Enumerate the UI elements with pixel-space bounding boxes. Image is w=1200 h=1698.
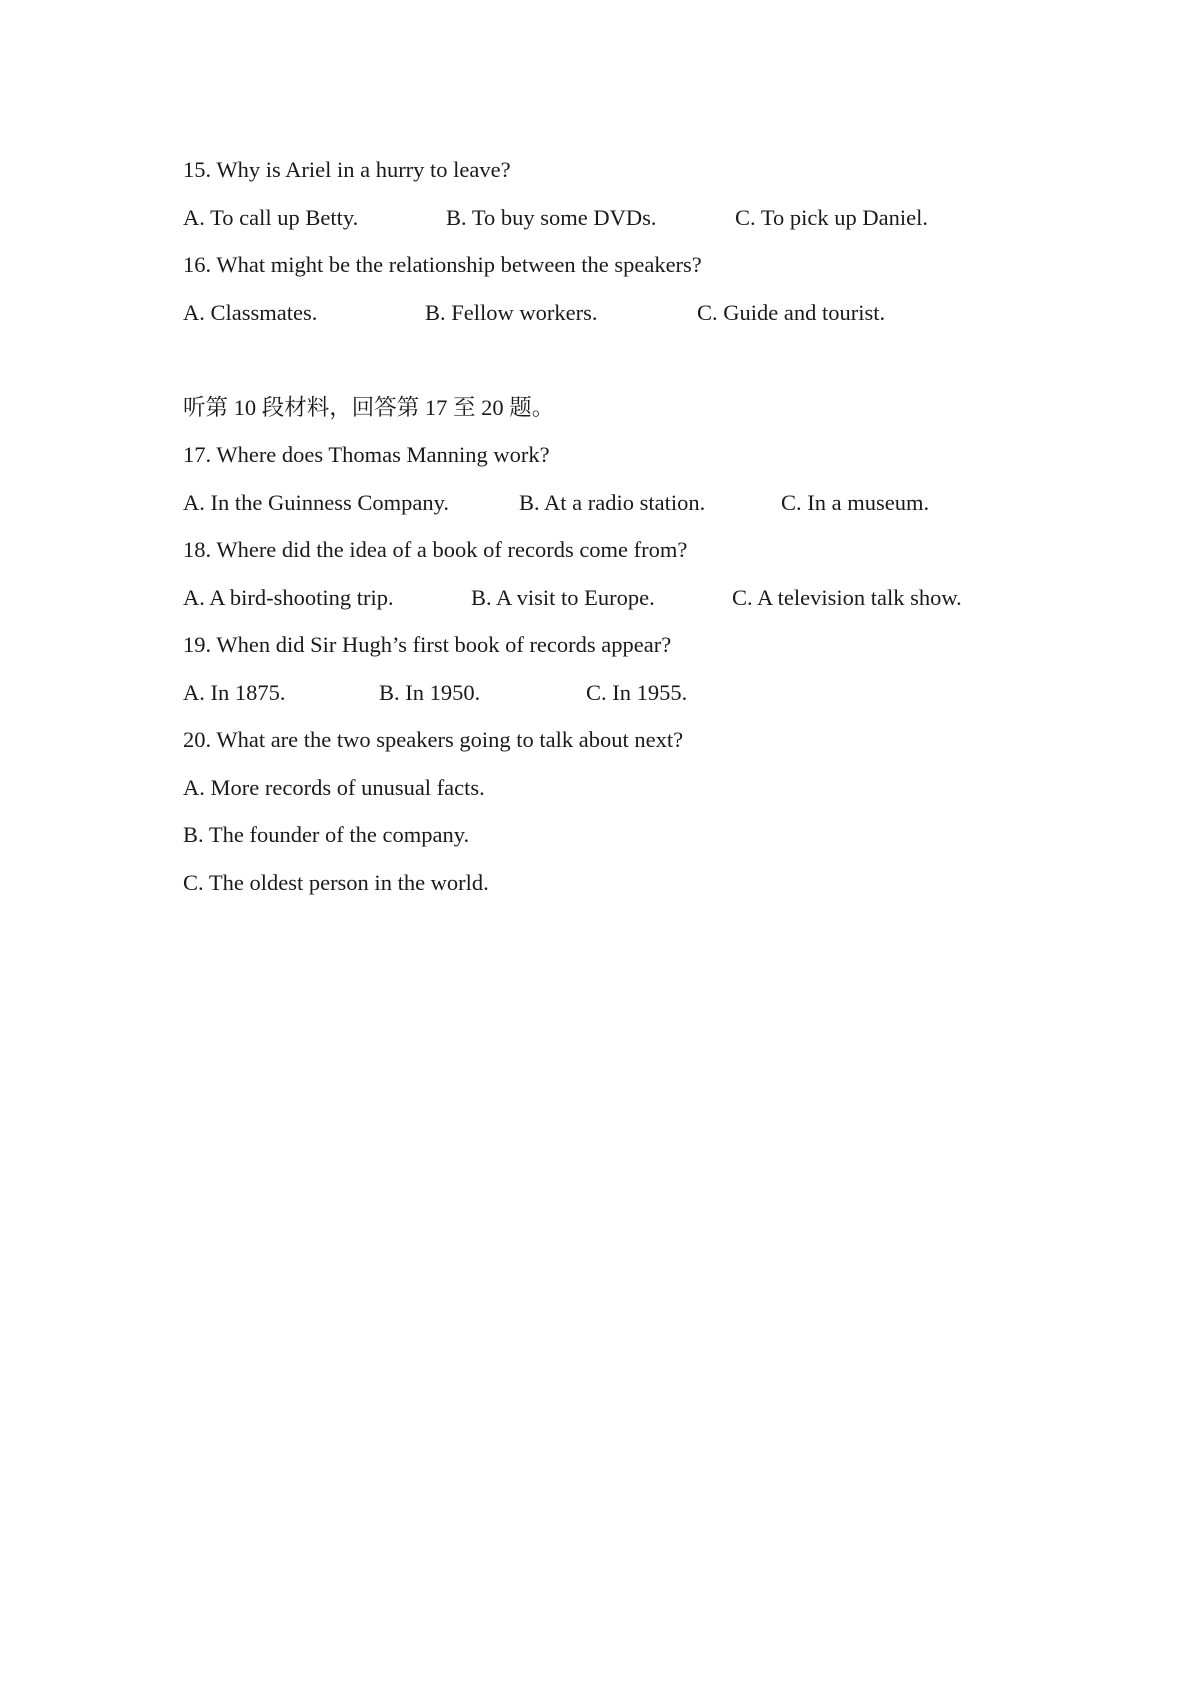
section-header: 听第 10 段材料，回答第 17 至 20 题。 [183, 395, 555, 420]
option-19-a: A. In 1875. [183, 680, 286, 705]
option-18-c: C. A television talk show. [732, 585, 962, 610]
options-18 [183, 583, 1083, 613]
option-17-a: A. In the Guinness Company. [183, 490, 450, 515]
question-20: 20. What are the two speakers going to talk about next? [183, 727, 684, 752]
option-15-b: B. To buy some DVDs. [446, 205, 657, 230]
option-20-b: B. The founder of the company. [183, 822, 470, 847]
options-17 [183, 488, 1083, 518]
option-15-a: A. To call up Betty. [183, 205, 359, 230]
question-15: 15. Why is Ariel in a hurry to leave? [183, 157, 511, 182]
option-20-c: C. The oldest person in the world. [183, 870, 489, 895]
option-18-b: B. A visit to Europe. [471, 585, 655, 610]
options-16 [183, 298, 1083, 328]
option-17-b: B. At a radio station. [519, 490, 706, 515]
option-15-c: C. To pick up Daniel. [735, 205, 928, 230]
option-16-a: A. Classmates. [183, 300, 318, 325]
options-15 [183, 203, 1083, 233]
question-18: 18. Where did the idea of a book of records come from? [183, 537, 688, 562]
option-17-c: C. In a museum. [781, 490, 930, 515]
option-19-b: B. In 1950. [379, 680, 481, 705]
options-19 [183, 678, 1083, 708]
option-16-b: B. Fellow workers. [425, 300, 598, 325]
option-19-c: C. In 1955. [586, 680, 688, 705]
question-17: 17. Where does Thomas Manning work? [183, 442, 550, 467]
option-18-a: A. A bird-shooting trip. [183, 585, 394, 610]
option-20-a: A. More records of unusual facts. [183, 775, 485, 800]
question-19: 19. When did Sir Hugh’s first book of records appear? [183, 632, 672, 657]
question-16: 16. What might be the relationship between the speakers? [183, 252, 702, 277]
option-16-c: C. Guide and tourist. [697, 300, 886, 325]
